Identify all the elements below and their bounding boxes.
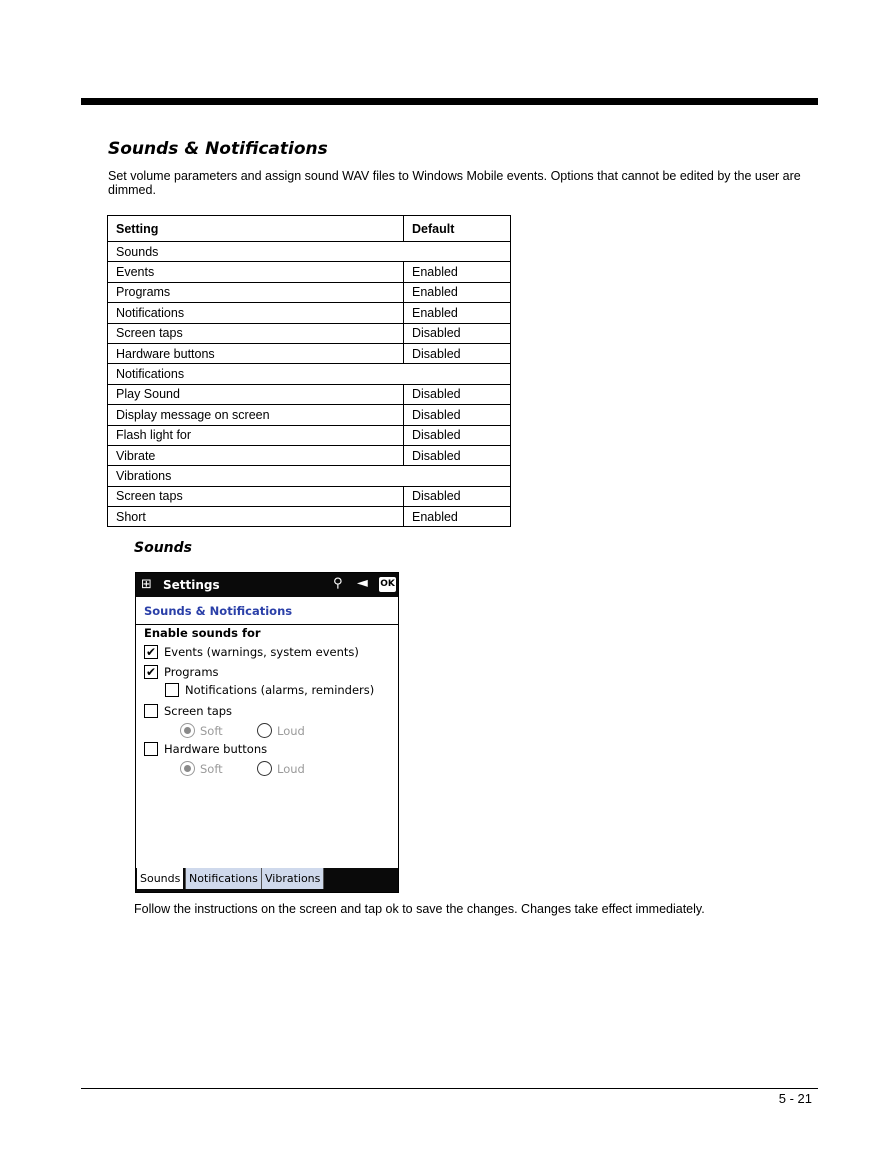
radio-hardware-soft <box>180 761 195 776</box>
intro-paragraph: Set volume parameters and assign sound WAV files to Windows Mobile events. Options that cannot be edited by the user are dimmed. <box>108 169 801 197</box>
table-cell-setting: Events <box>108 262 404 282</box>
divider <box>136 624 398 625</box>
title-bar-text: Settings <box>163 578 220 592</box>
page-number: 5 - 21 <box>778 1091 812 1106</box>
footer-instructions: Follow the instructions on the screen and tap ok to save the changes. Changes take effect immediately. <box>134 902 705 916</box>
table-cell-default: Enabled <box>404 303 511 323</box>
checkbox-events[interactable]: ✔ <box>145 645 157 659</box>
table-cell-setting: Play Sound <box>108 384 404 404</box>
table-row-group <box>108 466 511 486</box>
top-rule <box>81 98 818 105</box>
ok-button[interactable]: OK <box>379 577 396 592</box>
table-row <box>108 384 511 404</box>
tab-notifications[interactable]: Notifications <box>185 868 262 889</box>
table-cell-default: Disabled <box>404 343 511 363</box>
table-cell-default: Enabled <box>404 282 511 302</box>
sounds-subheading: Sounds <box>134 540 192 556</box>
enable-sounds-label: Enable sounds for <box>144 626 261 640</box>
checkbox-hardware-buttons-label[interactable]: Hardware buttons <box>164 742 268 756</box>
table-cell-default: Disabled <box>404 323 511 343</box>
table-row <box>108 343 511 363</box>
speaker-muted-icon[interactable]: ◄ <box>357 575 368 591</box>
tab-sounds[interactable]: Sounds <box>137 868 183 889</box>
table-row <box>108 323 511 343</box>
checkbox-screen-taps-label[interactable]: Screen taps <box>164 704 233 718</box>
checkbox-events-label[interactable]: Events (warnings, system events) <box>164 645 359 659</box>
bottom-rule <box>81 1088 818 1089</box>
radio-hardware-loud-label: Loud <box>277 762 305 776</box>
table-group-label: Notifications <box>108 364 511 384</box>
table-cell-default: Disabled <box>404 405 511 425</box>
table-row-group <box>108 364 511 384</box>
table-header-row <box>108 216 511 242</box>
table-row-group <box>108 242 511 262</box>
table-cell-default: Disabled <box>404 425 511 445</box>
checkbox-hardware-buttons[interactable] <box>144 742 158 756</box>
radio-dot <box>184 765 191 772</box>
radio-screen-taps-loud <box>257 723 272 738</box>
table-row <box>108 445 511 465</box>
table-cell-default: Enabled <box>404 262 511 282</box>
radio-hardware-soft-label: Soft <box>200 762 223 776</box>
table-group-label: Vibrations <box>108 466 511 486</box>
table-cell-setting: Vibrate <box>108 445 404 465</box>
table-row <box>108 303 511 323</box>
checkbox-programs-label[interactable]: Programs <box>164 665 219 679</box>
table-row <box>108 425 511 445</box>
windows-logo-icon[interactable]: ⊞ <box>141 577 152 592</box>
table-cell-setting: Flash light for <box>108 425 404 445</box>
tab-vibrations[interactable]: Vibrations <box>261 868 324 889</box>
title-bar <box>136 573 398 597</box>
table-row <box>108 405 511 425</box>
table-cell-default: Disabled <box>404 486 511 506</box>
table-cell-setting: Screen taps <box>108 323 404 343</box>
radio-hardware-loud <box>257 761 272 776</box>
radio-screen-taps-loud-label: Loud <box>277 724 305 738</box>
table-cell-setting: Notifications <box>108 303 404 323</box>
radio-screen-taps-soft-label: Soft <box>200 724 223 738</box>
connectivity-icon[interactable]: ⚲ <box>333 576 343 591</box>
column-header-default: Default <box>404 216 511 242</box>
table-row <box>108 282 511 302</box>
table-cell-setting: Short <box>108 507 404 527</box>
radio-dot <box>184 727 191 734</box>
table-cell-default: Enabled <box>404 507 511 527</box>
radio-screen-taps-soft <box>180 723 195 738</box>
table-cell-default: Disabled <box>404 445 511 465</box>
settings-table <box>107 215 511 527</box>
table-cell-setting: Screen taps <box>108 486 404 506</box>
page-title: Sounds & Notifications <box>144 604 293 618</box>
section-heading: Sounds & Notifications <box>108 139 328 159</box>
device-screenshot <box>135 572 399 893</box>
column-header-setting: Setting <box>108 216 404 242</box>
table-row <box>108 262 511 282</box>
table-cell-setting: Display message on screen <box>108 405 404 425</box>
table-cell-setting: Programs <box>108 282 404 302</box>
table-row <box>108 486 511 506</box>
tab-bar <box>136 868 398 892</box>
checkbox-notifications-label[interactable]: Notifications (alarms, reminders) <box>185 683 375 697</box>
table-row <box>108 507 511 527</box>
table-group-label: Sounds <box>108 242 511 262</box>
table-cell-default: Disabled <box>404 384 511 404</box>
checkbox-programs[interactable]: ✔ <box>145 665 157 679</box>
checkbox-notifications[interactable] <box>165 683 179 697</box>
table-cell-setting: Hardware buttons <box>108 343 404 363</box>
checkbox-screen-taps[interactable] <box>144 704 158 718</box>
